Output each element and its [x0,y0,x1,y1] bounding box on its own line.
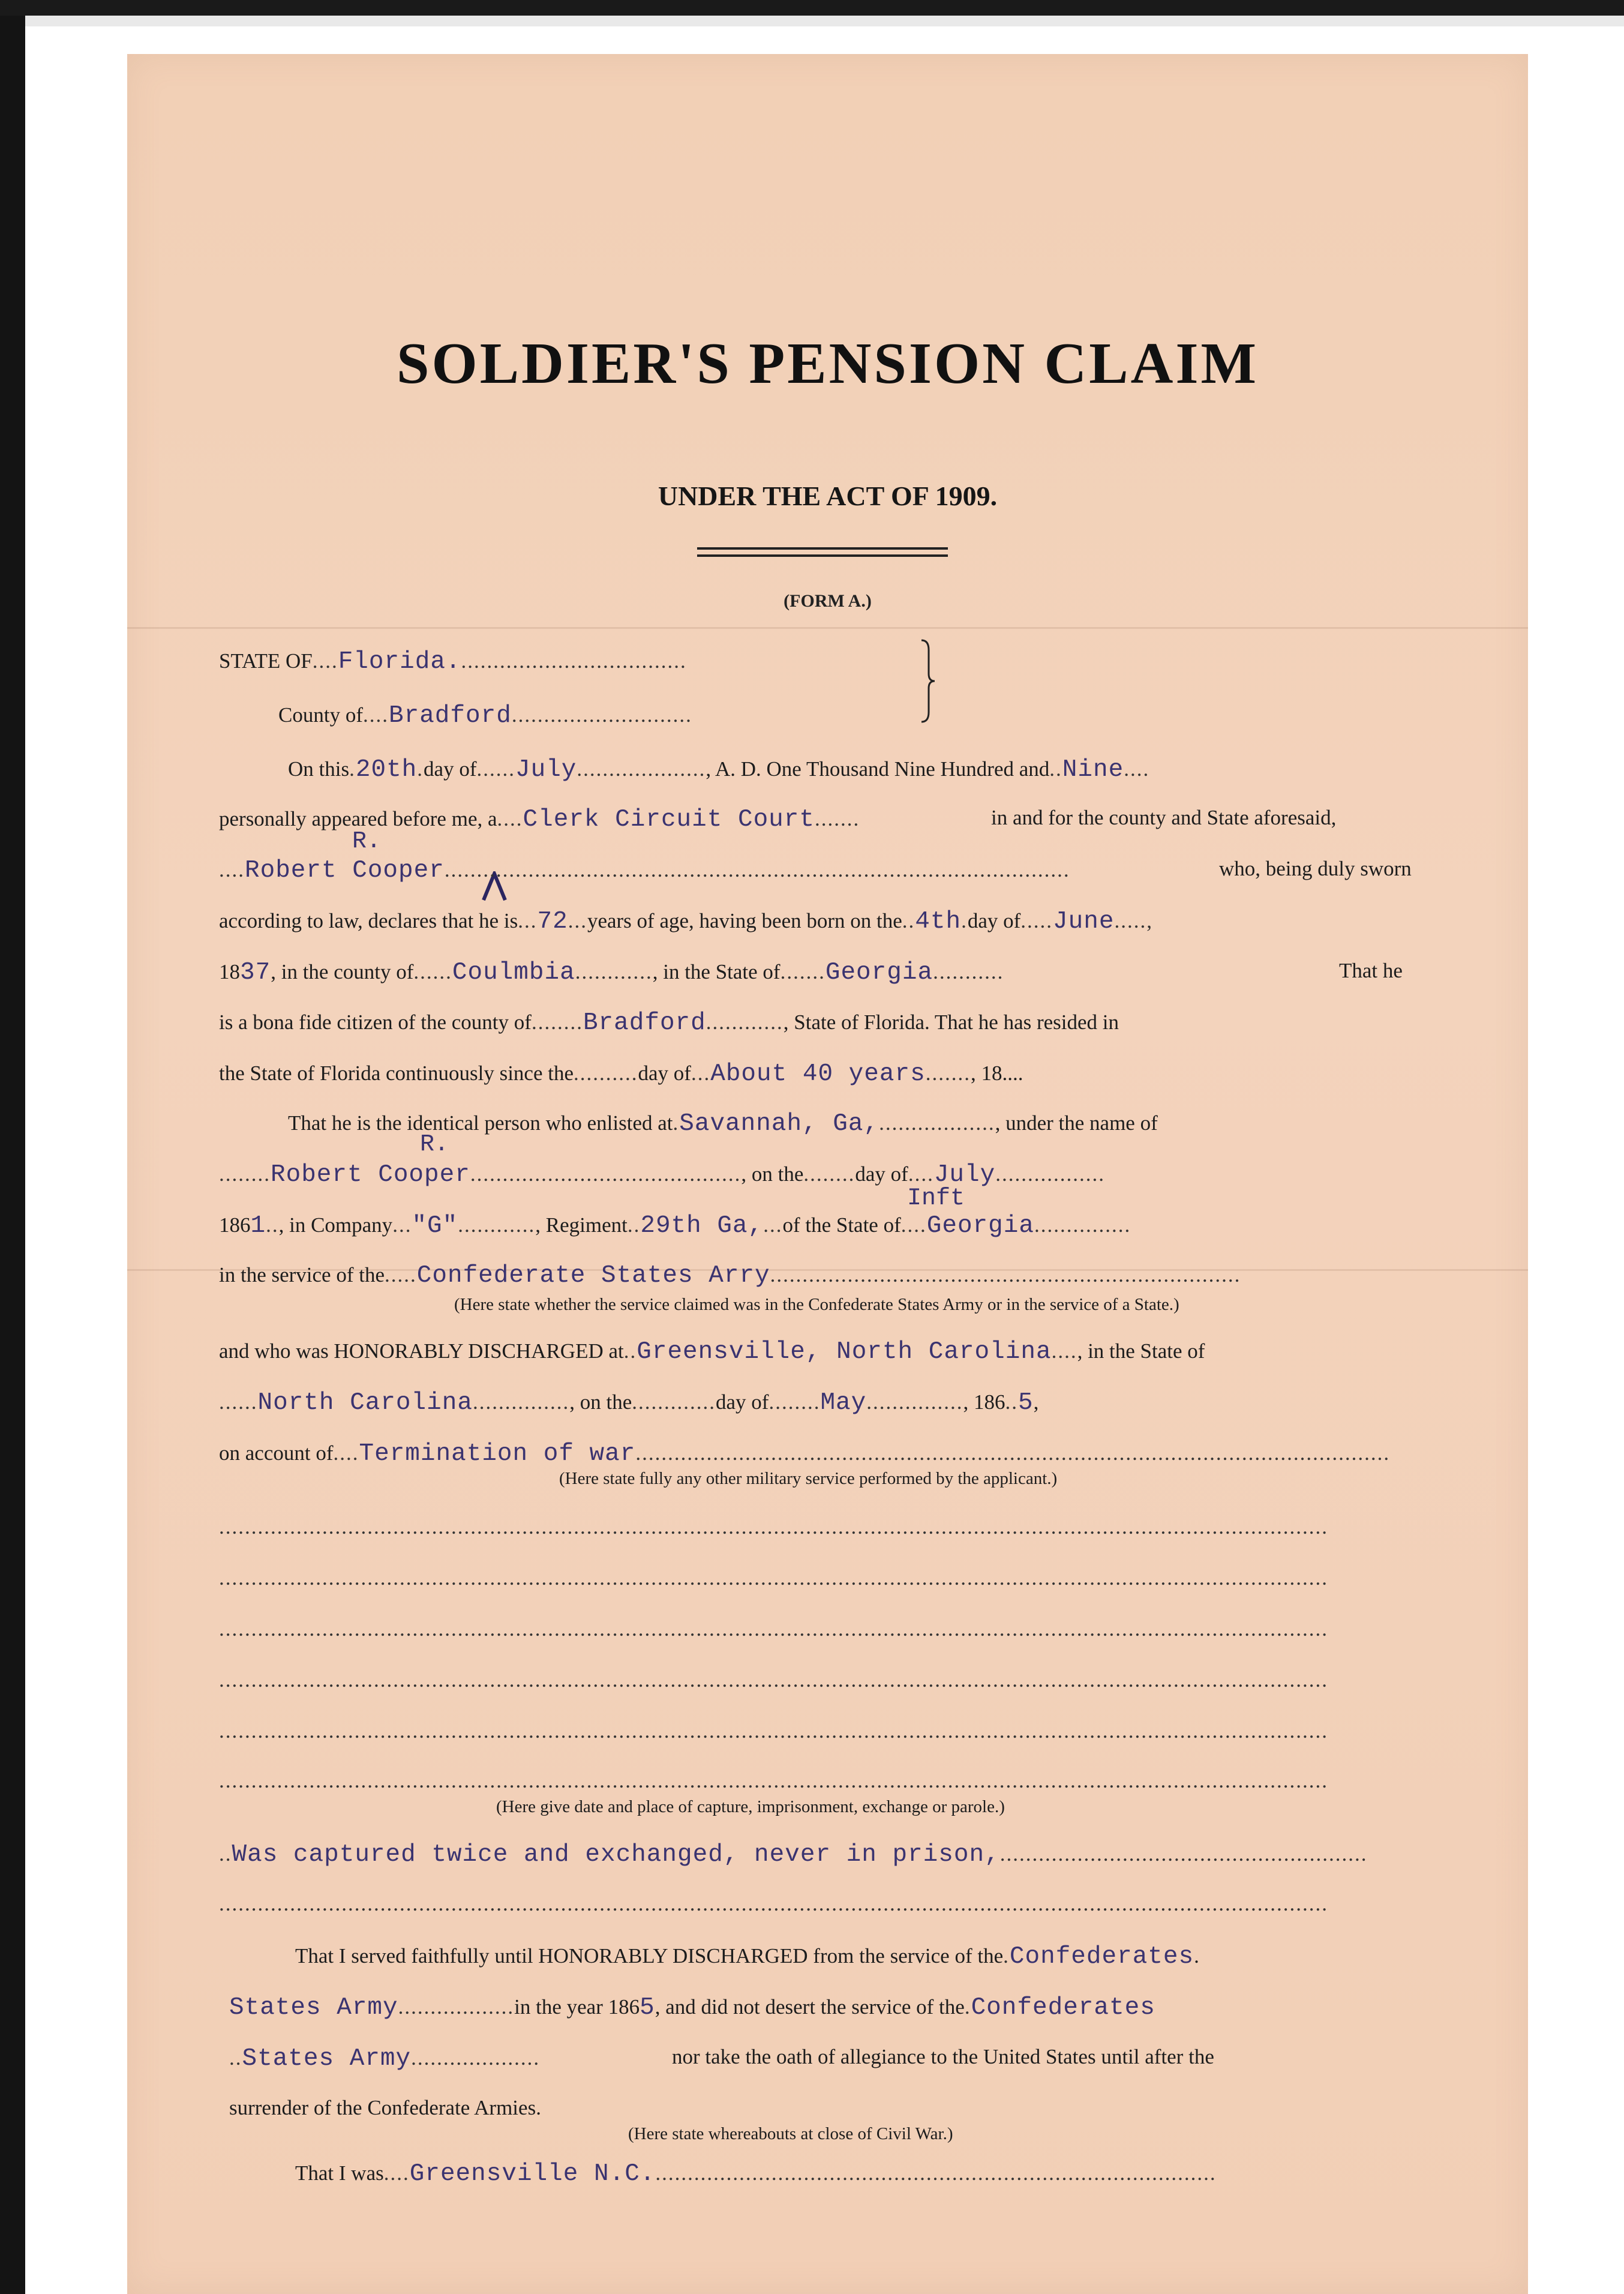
discharge-state-field: North Carolina [257,1389,473,1417]
static-text: , Regiment [535,1213,628,1237]
static-text: That I served faithfully until HONORABLY DISCHARGED from the service of the [295,1944,1004,1968]
blank-line: ............................................................................................................................................................................ [219,1515,1328,1539]
blank-line: ............................................................................................................................................................................ [219,1719,1328,1743]
desert-branch-cont-field: States Army [242,2045,412,2073]
brace-icon [920,639,936,723]
that-he-text [1339,959,1403,983]
static-text: personally appeared before me, a [219,807,497,830]
oath-text-line [672,2045,1214,2069]
static-text: , 186 [963,1390,1005,1414]
static-text: , on the [741,1162,804,1186]
static-text: , in the State of [652,960,781,983]
enlisted-month-field: July [933,1161,996,1189]
date-line: On this.20th.day of......July...................., A. D. One Thousand Nine Hundred and..Nine.... [288,756,1150,784]
static-text: day of [424,757,477,781]
static-text: of the State of [782,1213,901,1237]
static-text: , and did not desert the service of the [655,1995,965,2019]
pension-form-page [127,54,1528,2294]
scan-border-top [0,0,1624,16]
oath-line: ..States Army.................... [229,2045,541,2073]
static-text: , State of Florida. That he has resided in [783,1010,1119,1034]
static-text: years of age, having been born on the [587,909,902,932]
discharge-month-field: May [820,1389,867,1417]
static-text: , under the name of [995,1111,1158,1135]
whereabouts-line: That I was....Greensville N.C........................................................................................ [295,2160,1217,2188]
discharge-date-line: ......North Carolina..............., on the.............day of........May..............., 186..5, [219,1389,1039,1417]
static-text: who, being duly sworn [1219,857,1412,880]
fold-line [127,627,1528,629]
regiment-state-field: Georgia [926,1212,1034,1240]
age-field: 72 [537,908,568,935]
enlistment-place-field: Savannah, Ga, [679,1110,879,1138]
static-text: day of [855,1162,908,1186]
page-subtitle: UNDER THE ACT OF 1909. [658,481,998,511]
day-field: 20th [355,756,418,784]
company-line: 1861.., in Company..."G"............, Regiment..29th Ga,...of the State of....Georgia............... [219,1212,1131,1240]
static-text: , A. D. One Thousand Nine Hundred and [706,757,1050,781]
static-text: That he [1339,959,1403,982]
static-text: is a bona fide citizen of the county of [219,1010,532,1034]
capture-line: ..Was captured twice and exchanged, never in prison,......................................................... [219,1841,1368,1869]
enlistment-line: That he is the identical person who enlisted at.Savannah, Ga,.................., under the name of [288,1110,1158,1138]
reason-line: on account of....Termination of war..................................................................................................................... [219,1440,1391,1468]
capture-note: (Here give date and place of capture, imprisonment, exchange or parole.) [496,1797,1005,1816]
blank-line: ............................................................................................................................................................................ [219,1892,1328,1915]
birth-day-field: 4th [915,908,962,935]
enlisted-name-field: Robert Cooper [271,1161,470,1189]
static-text: on account of [219,1441,334,1465]
enlisted-year-field: 1 [250,1212,266,1240]
state-line: STATE OF....Florida.................................... [219,648,687,676]
state-field: Florida. [338,648,461,676]
static-text: according to law, declares that he is [219,909,518,932]
static-text: , in the State of [1077,1339,1205,1363]
service-note: (Here state whether the service claimed was in the Confederate States Army or in the service of a State.) [454,1295,1179,1314]
enlisted-name-line: ........Robert Cooper.........................................., on the........day of....July................. [219,1161,1105,1189]
officer-line: personally appeared before me, a....Clerk Circuit Court....... [219,806,860,833]
company-field: "G" [412,1212,458,1240]
regiment-field: 29th Ga, [640,1212,764,1240]
static-text: in the service of the [219,1263,385,1287]
residence-field: About 40 years [710,1060,926,1088]
static-text: in the year 186 [514,1995,640,2019]
static-text: On this [288,757,350,781]
static-text: day of [967,909,1021,932]
static-text: in and for the county and State aforesaid, [991,806,1337,829]
scan-margin [25,16,1624,26]
discharge-place-field: Greensville, North Carolina [637,1338,1052,1366]
blank-line: ............................................................................................................................................................................ [219,1668,1328,1692]
served-line: That I served faithfully until HONORABLY DISCHARGED from the service of the.Confederates. [295,1943,1199,1971]
regiment-insert: Inft [907,1185,965,1212]
state-label: STATE OF [219,649,313,673]
residence-line: the State of Florida continuously since the..........day of...About 40 years......., 18.... [219,1060,1023,1088]
form-label: (FORM A.) [784,591,872,611]
whereabouts-note: (Here state whereabouts at close of Civil War.) [628,2124,953,2143]
discharge-line: and who was HONORABLY DISCHARGED at..Greensville, North Carolina...., in the State of [219,1338,1205,1366]
officer-suffix-line [991,806,1336,830]
desert-branch-field: Confederates [971,1994,1155,2022]
divider [697,554,948,557]
service-field: Confederate States Arry [416,1262,770,1290]
static-text: day of [715,1390,769,1414]
capture-field: Was captured twice and exchanged, never in prison, [232,1841,1000,1869]
static-text: , in the county of [271,960,414,983]
birth-year-field: 37 [240,959,271,986]
static-text: That I was [295,2161,384,2185]
static-text: , on the [569,1390,632,1414]
birth-state-field: Georgia [825,959,933,986]
blank-line: ............................................................................................................................................................................ [219,1769,1328,1792]
claimant-line: ....Robert Cooper................................................................................................. [219,857,1070,884]
sworn-line [1219,857,1412,881]
served-year-field: 5 [640,1994,655,2022]
page-title: SOLDIER'S PENSION CLAIM [396,331,1259,396]
static-text: , 18.... [970,1061,1023,1085]
county-line: County of....Bradford............................ [278,702,692,730]
blank-line: ............................................................................................................................................................................ [219,1617,1328,1641]
served-year-line: States Army..................in the year 1865, and did not desert the service of the.Confederates [229,1994,1155,2022]
age-line: according to law, declares that he is...72...years of age, having been born on the..4th.day of.....June....., [219,908,1153,935]
county-field: Bradford [388,702,512,730]
year-field: Nine [1062,756,1124,784]
static-text: nor take the oath of allegiance to the United States until after the [672,2045,1214,2068]
birth-line: 1837, in the county of......Coulmbia............, in the State of.......Georgia........... [219,959,1004,986]
discharge-year-field: 5 [1018,1389,1034,1417]
static-text: That he is the identical person who enlisted at [288,1111,673,1135]
officer-field: Clerk Circuit Court [523,806,815,833]
blank-line: ............................................................................................................................................................................ [219,1566,1328,1590]
claimant-name-field: Robert Cooper [245,857,445,884]
service-line: in the service of the.....Confederate States Arry......................................................................... [219,1262,1241,1290]
citizen-line: is a bona fide citizen of the county of........Bradford............, State of Florida. That he has resided in [219,1009,1119,1037]
surrender-line [229,2096,541,2120]
static-text: day of [638,1061,691,1085]
divider [697,547,948,550]
static-text: , in Company [278,1213,393,1237]
birth-county-field: Coulmbia [452,959,575,986]
static-text: surrender of the Confederate Armies. [229,2096,541,2119]
citizen-county-field: Bradford [583,1009,706,1037]
scan-border-left [0,0,25,2294]
static-text: 18 [219,960,240,983]
served-branch-cont-field: States Army [229,1994,398,2022]
name-insert: R. [420,1131,449,1158]
whereabouts-field: Greensville N.C. [409,2160,656,2188]
county-label: County of [278,703,363,727]
static-text: 186 [219,1213,251,1237]
other-service-note: (Here state fully any other military service performed by the applicant.) [559,1469,1058,1488]
served-branch-field: Confederates [1009,1943,1194,1971]
month-field: July [515,756,577,784]
static-text: and who was HONORABLY DISCHARGED at [219,1339,624,1363]
initial-insert: R. [352,828,382,855]
birth-month-field: June [1053,908,1115,935]
static-text: the State of Florida continuously since the [219,1061,574,1085]
reason-field: Termination of war [359,1440,636,1468]
